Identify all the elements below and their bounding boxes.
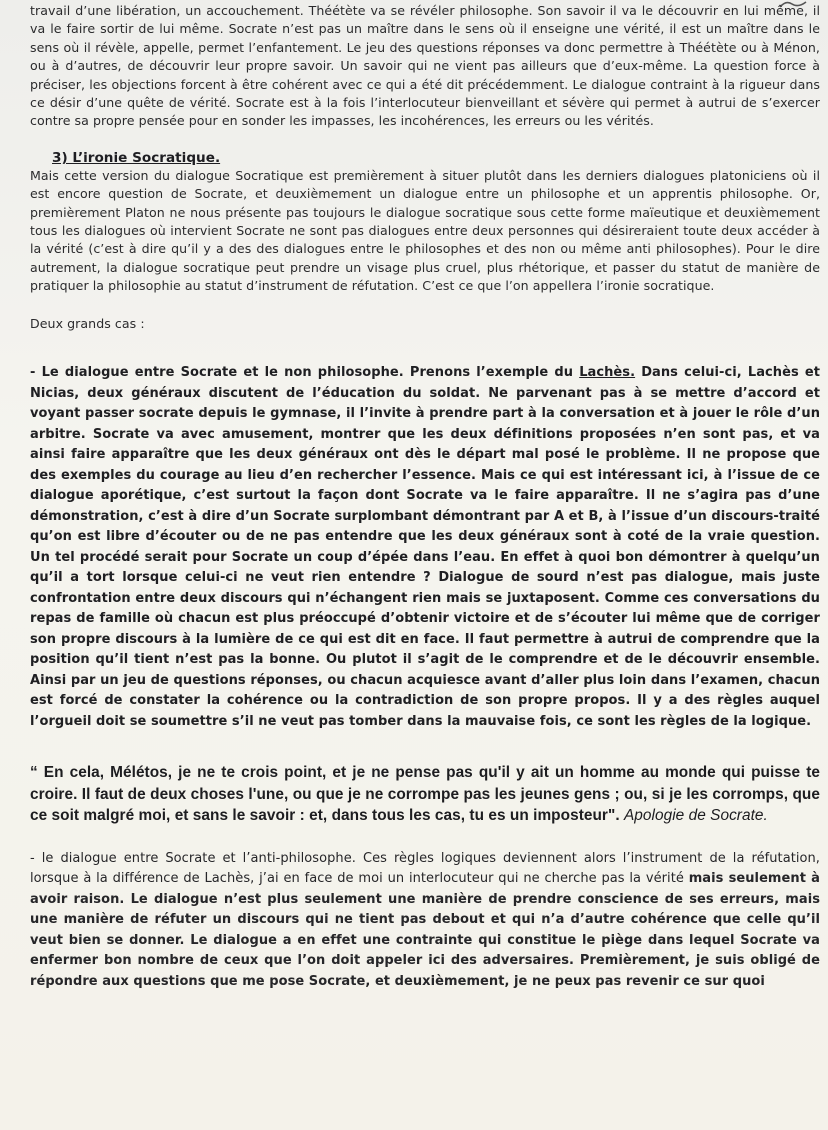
section-heading: 3) L’ironie Socratique. <box>52 149 221 166</box>
laches-title: Lachès. <box>579 365 636 381</box>
document-body <box>30 2 820 992</box>
paragraph-intro: travail d’une libération, un accouchement. Théétète va se révéler philosophe. Son savoir il va le découvrir en lui même, il va le faire sortir de lui même. Socrate n’est pas un maître dans le sens où il enseigne une vérité, il est un maître dans le sens où il révèle, appelle, permet l’enfantement. Le jeu des questions réponses va donc permettre à Théétète ou à Ménon, ou à d’autres, de découvrir leur propre savoir. Un savoir qui ne vient pas ailleurs que d’eux-même. La question force à préciser, les objections forcent à être cohérent avec ce qui a été dit précédemment. Le dialogue contraint à la rigueur dans ce désir d’une quête de vérité. Socrate est à la fois l’interlocuteur bienveillant et sévère qui permet à autrui de s’exercer contre sa propre pensée pour en sonder les impasses, les incohérences, les erreurs ou les vérités. <box>30 3 820 129</box>
paragraph-irony: Mais cette version du dialogue Socratique est premièrement à situer plutôt dans les derniers dialogues platoniciens où il est encore question de Socrate, et deuxièmement un dialogue entre un philosophe et un apprentis philosophe. Or, premièrement Platon ne nous présente pas toujours le dialogue socratique sous cette forme maïeutique et deuxièmement tous les dialogues où intervient Socrate ne sont pas dialogues entre deux personnes qui désireraient toute deux accéder à la vérité (c’est à dire qu’il y a des des dialogues entre le philosophes et des non ou même anti philosophes). Pour le dire autrement, la dialogue socratique peut prendre un visage plus cruel, plus rhétorique, et passer du statut de manière de pratiquer la philosophie au statut d’instrument de réfutation. C’est ce que l’on appellera l’ironie socratique. <box>30 167 820 294</box>
quote-source: Apologie de Socrate. <box>623 807 768 825</box>
bullet1-prefix: - Le dialogue entre Socrate et le non philosophe. Prenons l’exemple du <box>30 365 580 381</box>
bullet2-light: - le dialogue entre Socrate et l’anti-philosophe. Ces règles logiques deviennent alors l’instrument de la réfutation, lorsque à la différence de Lachès, j’ai en face de moi un interlocuteur qui ne cherche pas la vérité <box>30 850 820 887</box>
bullet2-bold: mais seulement à avoir raison. Le dialogue n’est plus seulement une manière de prendre conscience de ses erreurs, mais une manière de réfuter un discours qui ne tient pas debout et qui n’a d’autre cohérence que celle qu’il veut bien se donner. Le dialogue a en effet une contrainte qui constitue le piège dans lequel Socrate va enfermer bon nombre de ceux que l’on doit appeler ici des adversaires. Premièrement, je suis obligé de répondre aux questions que me pose Socrate, et deuxièmement, je ne peux pas revenir ce sur quoi <box>30 871 820 989</box>
bullet1-rest: Dans celui-ci, Lachès et Nicias, deux généraux discutent de l’éducation du soldat. Ne parvenant pas à se mettre d’accord et voyant passer socrate depuis le gymnase, il l’invite à prendre part à la conversation et à jouer le rôle d’un arbitre. Socrate va avec amusement, montrer que les deux définitions proposées n’en sont pas, et va ainsi faire apparaître que les deux généraux ont dès le départ mal posé le problème. Il ne propose que des exemples du courage au lieu d’en rechercher l’essence. Mais ce qui est intéressant ici, à l’issue de ce dialogue aporétique, c’est surtout la façon dont Socrate va le faire apparaître. Il ne s’agira pas d’une démonstration, c’est à dire d’un Socrate surplombant démontrant par A et B, à l’issue d’un discours-traité qu’on est libre d’écouter ou de ne pas entendre que les deux généraux sont à coté de la vraie question. Un tel procédé serait pour Socrate un coup d’épée dans l’eau. En effet à quoi bon démontrer à quelqu’un qu’il a tort lorsque celui-ci ne veut rien entendre ? Dialogue de sourd n’est pas dialogue, mais juste confrontation entre deux discours qui n’échangent rien mais se juxtaposent. Comme ces conversations du repas de famille où chacun est plus préoccupé d’obtenir victoire et de s’écouter lui même que de corriger son propre discours à la lumière de ce qui est dit en face. Il faut permettre à autrui de comprendre que la position qu’il tient n’est pas la bonne. Ou plutot il s’agit de le comprendre et de le découvrir ensemble. Ainsi par un jeu de questions réponses, ou chacun acquiesce avant d’aller plus loin dans l’examen, chacun est forcé de constater la cohérence ou la contradiction de son propre propos. Il y a des règles auquel l’orgueil doit se soumettre s’il ne veut pas tomber dans la mauvaise fois, ce sont les règles de la logique. <box>30 365 820 729</box>
cases-label: Deux grands cas : <box>30 315 145 331</box>
block-quote <box>30 762 820 827</box>
bullet-non-philosopher <box>30 363 820 732</box>
bullet-anti-philosopher <box>30 849 820 993</box>
quote-text: “ En cela, Mélétos, je ne te crois point, et je ne pense pas qu'il y ait un homme au monde qui puisse te croire. Il faut de deux choses l'une, ou que je ne corrompe pas les jeunes gens ; ou, si je les corromps, que ce soit malgré moi, et sans le savoir : et, dans tous les cas, tu es un imposteur". <box>30 764 820 825</box>
